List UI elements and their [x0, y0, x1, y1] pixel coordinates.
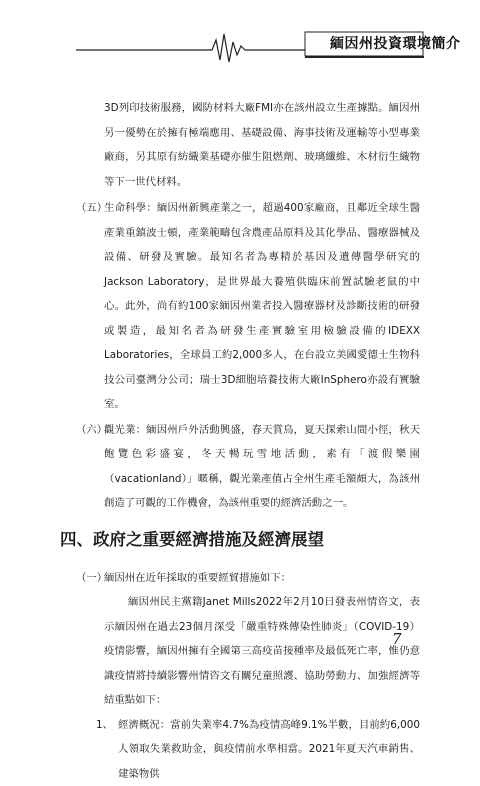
list-text: 緬因州在近年採取的重要經貿措施如下： — [104, 572, 291, 584]
list-text: 生命科學：緬因州新興產業之一，超過400家廠商，且鄰近全球生醫產業重鎮波士頓，產業範疇包含農產品原料及其化學品、醫療器械及設備、研發及實驗。最知名者為專精於基因及遺傳醫學研究的Jackson Laboratory，是世界最大養殖供臨床前置試驗老鼠的中心。此外，尚有約100家緬因州業者投入醫療器材及診斷技術的研發或製造，最知名者為研發生產實驗室用檢驗設備的IDEXX Laboratories，全球員工約2,000多人，在台設立美國愛德士生物科技公司臺灣分公司；瑞士3D細胞培養技術大廠InSphero亦設有實驗室。 — [104, 202, 420, 410]
list-item-economy — [76, 713, 420, 786]
list-label: （一） — [76, 566, 107, 591]
list-item-measures — [76, 566, 420, 591]
header-title: 緬因州投資環境簡介 — [330, 33, 461, 53]
list-label: （五） — [76, 196, 107, 221]
paragraph-materials: 3D列印技術服務，國防材料大廠FMI亦在該州設立生產據點。緬因州另一優勢在於擁有極端應用、基礎設備、海事技術及運輸等小型專業廠商，另其原有紡織業基礎亦催生阻燃劑、玻璃纖維、木材衍生織物等下一世代材料。 — [76, 96, 420, 194]
paragraph-governor: 緬因州民主黨籍Janet Mills2022年2月10日發表州情咨文，表示緬因州在過去23個月深受「嚴重特殊傳染性肺炎」（COVID-19）疫情影響，緬因州擁有全國第三高疫苗接種率及最低死亡率，惟仍意識疫情將持續影響州情咨文有關兒童照護、協助勞動力、加強經濟等結重點如下： — [76, 590, 420, 713]
list-item-life-science — [76, 196, 420, 417]
section-heading: 四、政府之重要經濟措施及經濟展望 — [60, 528, 420, 552]
running-header — [0, 28, 480, 68]
list-label: 1、 — [96, 713, 113, 738]
page-body — [76, 96, 420, 786]
list-label: （六） — [76, 418, 107, 443]
list-item-tourism — [76, 418, 420, 516]
list-text: 觀光業：緬因州戶外活動興盛，春天賞鳥，夏天探索山間小徑，秋天飽覽色彩盛宴，冬天暢玩雪地活動，素有「渡假樂園（vacationland）」暱稱，觀光業產值占全州生產毛額頗大，為該州創造了可觀的工作機會，為該州重要的經濟活動之一。 — [104, 424, 420, 510]
list-text: 經濟概況：當前失業率4.7%為疫情高峰9.1%半數，目前約6,000人領取失業救助金，與疫情前水準相當。2021年夏天汽車銷售、建築物供 — [118, 719, 420, 780]
page-number: 7 — [392, 630, 402, 648]
